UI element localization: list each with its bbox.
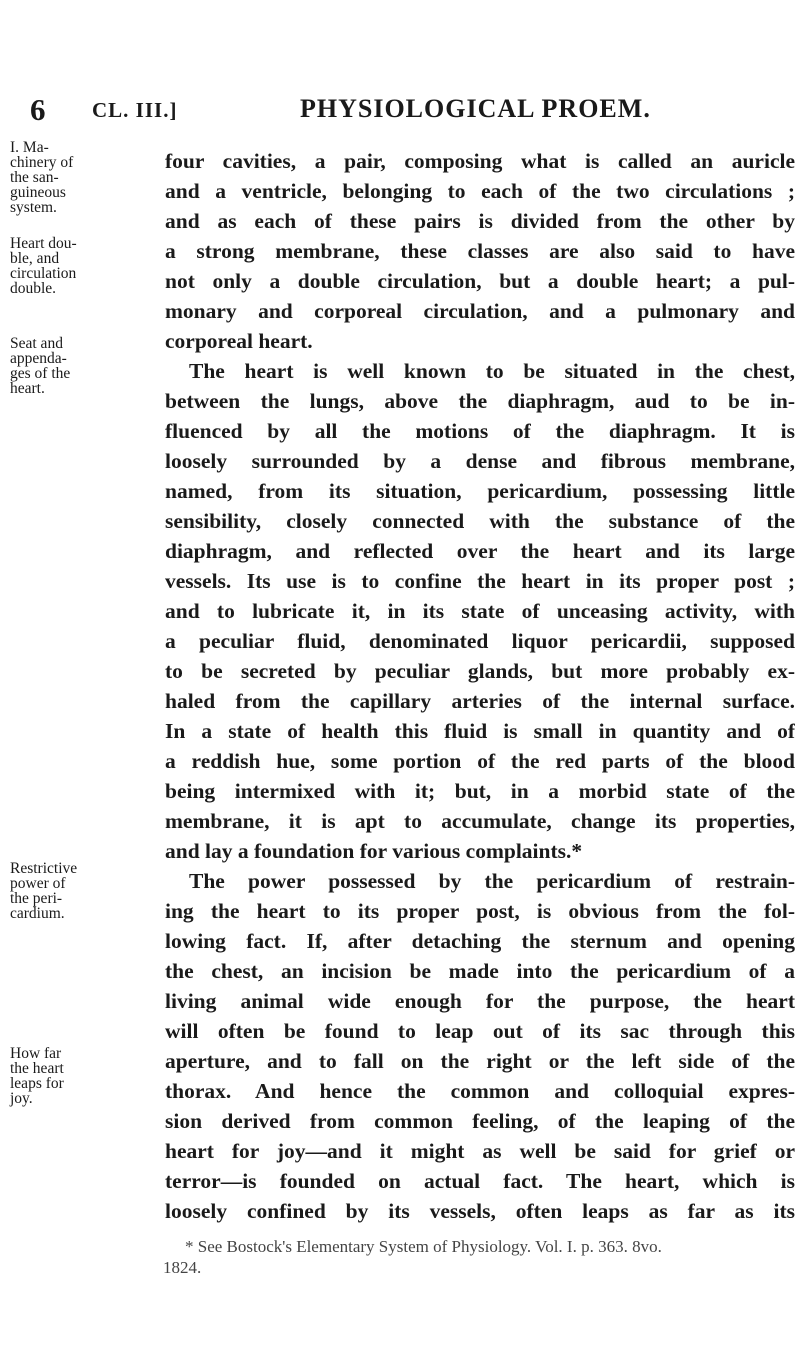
text-line: and to lubricate it, in its state of unceasing activity, with <box>165 599 795 623</box>
sidenote-line: cardium. <box>10 905 65 922</box>
text-line: being intermixed with it; but, in a morbid state of the <box>165 779 795 803</box>
text-line: heart for joy—and it might as well be said for grief or <box>165 1139 795 1163</box>
paragraph-start: The power possessed by the pericardium of restrain- <box>189 869 795 893</box>
text-line: loosely confined by its vessels, often leaps as far as its <box>165 1199 795 1223</box>
text-line: terror—is founded on actual fact. The heart, which is <box>165 1169 795 1193</box>
text-line: named, from its situation, pericardium, possessing little <box>165 479 795 503</box>
text-line: In a state of health this fluid is small in quantity and of <box>165 719 795 743</box>
sidenote-line: power of <box>10 875 66 892</box>
sidenote-line: chinery of <box>10 154 74 171</box>
sidenote-line: heart. <box>10 380 45 397</box>
text-line: aperture, and to fall on the right or the left side of the <box>165 1049 795 1073</box>
sidenote-line: guineous <box>10 184 66 201</box>
text-line: diaphragm, and reflected over the heart and its large <box>165 539 795 563</box>
sidenote-seat <box>10 336 150 396</box>
text-line: will often be found to leap out of its sac through this <box>165 1019 795 1043</box>
page-header <box>0 92 800 126</box>
text-line: monary and corporeal circulation, and a pulmonary and <box>165 299 795 323</box>
text-line: sion derived from common feeling, of the leaping of the <box>165 1109 795 1133</box>
text-line: thorax. And hence the common and colloquial expres- <box>165 1079 795 1103</box>
sidenote-line: Seat and <box>10 335 63 352</box>
sidenote-machinery <box>10 140 150 215</box>
text-line: a peculiar fluid, denominated liquor pericardii, supposed <box>165 629 795 653</box>
sidenote-line: Restrictive <box>10 860 78 877</box>
sidenote-line: double. <box>10 280 57 297</box>
text-line: to be secreted by peculiar glands, but more probably ex- <box>165 659 795 683</box>
text-line: membrane, it is apt to accumulate, change its properties, <box>165 809 795 833</box>
sidenote-line: leaps for <box>10 1075 64 1092</box>
running-title: PHYSIOLOGICAL PROEM. <box>300 94 651 123</box>
sidenote-line: I. Ma- <box>10 139 49 156</box>
text-line: vessels. Its use is to confine the heart in its proper post ; <box>165 569 795 593</box>
sidenote-leaps <box>10 1046 150 1106</box>
sidenote-line: ges of the <box>10 365 71 382</box>
text-line: and a ventricle, belonging to each of the two circulations ; <box>165 179 795 203</box>
sidenote-line: the peri- <box>10 890 63 907</box>
text-line: a strong membrane, these classes are also said to have <box>165 239 795 263</box>
text-line: loosely surrounded by a dense and fibrous membrane, <box>165 449 795 473</box>
text-line: between the lungs, above the diaphragm, aud to be in- <box>165 389 795 413</box>
text-line: not only a double circulation, but a double heart; a pul- <box>165 269 795 293</box>
sidenote-line: system. <box>10 199 57 216</box>
sidenote-line: circulation <box>10 265 77 282</box>
text-line: and as each of these pairs is divided from the other by <box>165 209 795 233</box>
text-line: and lay a foundation for various complaints.* <box>165 839 583 863</box>
paragraph-start: The heart is well known to be situated in the chest, <box>189 359 795 383</box>
text-line: sensibility, closely connected with the substance of the <box>165 509 795 533</box>
text-line: a reddish hue, some portion of the red parts of the blood <box>165 749 795 773</box>
sidenote-restrictive <box>10 861 150 921</box>
footnote-line: * See Bostock's Elementary System of Physiology. Vol. I. p. 363. 8vo. <box>185 1237 662 1256</box>
sidenote-line: Heart dou- <box>10 235 77 252</box>
footnote-line: 1824. <box>163 1258 202 1277</box>
text-line: four cavities, a pair, composing what is called an auricle <box>165 149 795 173</box>
sidenote-line: ble, and <box>10 250 60 267</box>
text-line: haled from the capillary arteries of the internal surface. <box>165 689 795 713</box>
text-line: living animal wide enough for the purpose, the heart <box>165 989 795 1013</box>
text-line: ing the heart to its proper post, is obvious from the fol- <box>165 899 795 923</box>
sidenote-line: appenda- <box>10 350 67 367</box>
text-line: the chest, an incision be made into the pericardium of a <box>165 959 795 983</box>
text-line: lowing fact. If, after detaching the sternum and opening <box>165 929 795 953</box>
text-line: corporeal heart. <box>165 329 313 353</box>
footnote <box>155 1236 795 1278</box>
sidenote-line: the heart <box>10 1060 64 1077</box>
main-text <box>155 146 795 1226</box>
sidenote-line: joy. <box>10 1090 33 1107</box>
page-number: 6 <box>30 92 46 127</box>
text-line: fluenced by all the motions of the diaphragm. It is <box>165 419 795 443</box>
sidenote-line: the san- <box>10 169 59 186</box>
sidenote-line: How far <box>10 1045 62 1062</box>
section-label: CL. III.] <box>92 98 178 122</box>
sidenote-double-heart <box>10 236 150 296</box>
